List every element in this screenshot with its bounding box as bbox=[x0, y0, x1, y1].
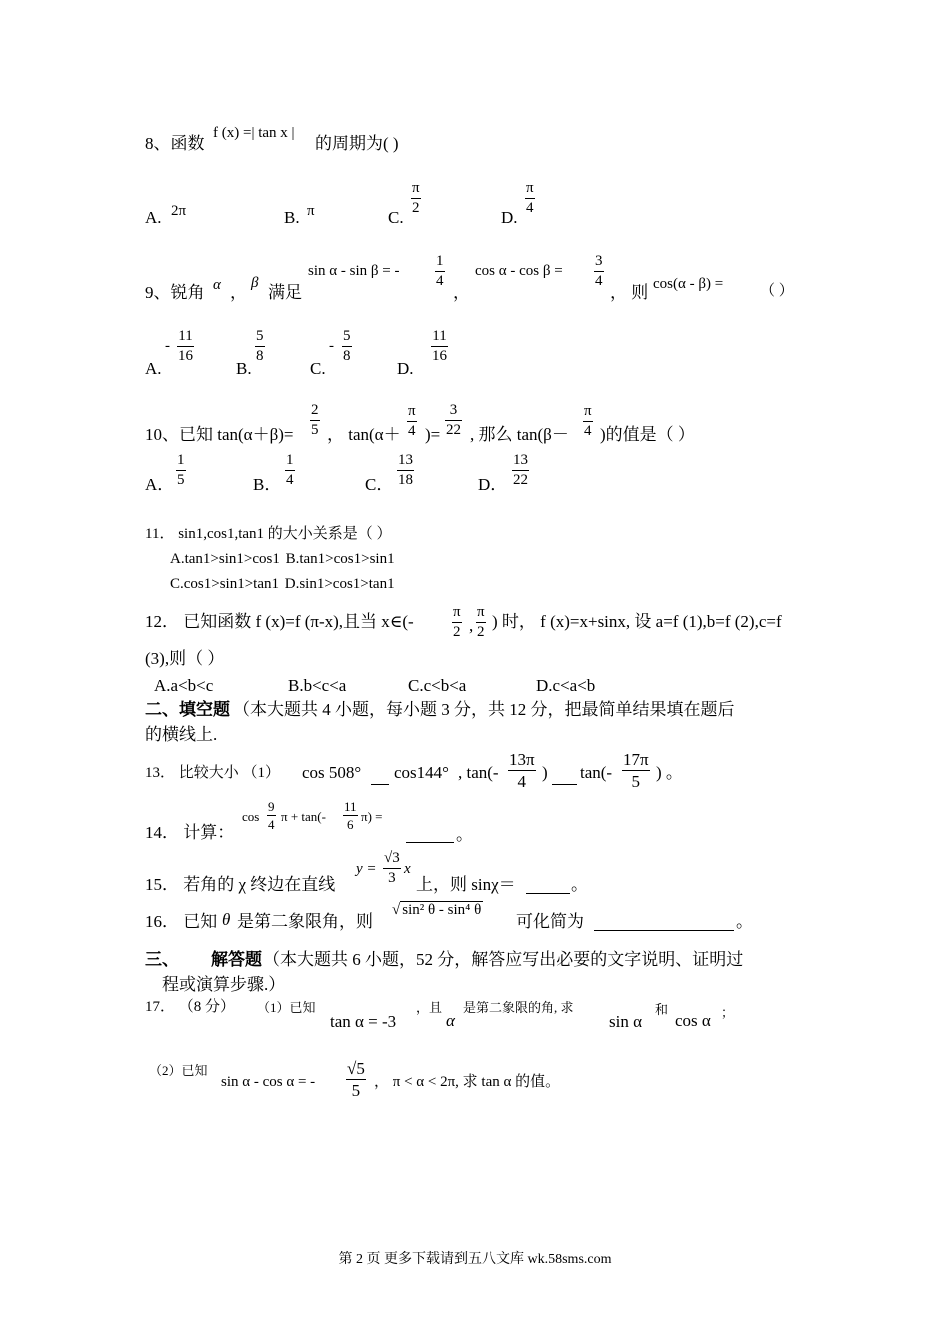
fraction-numerator: 3 bbox=[594, 254, 604, 272]
fraction-denominator: 2 bbox=[412, 200, 420, 216]
q14-end: 。 bbox=[456, 825, 473, 844]
q10-fraction-1 bbox=[310, 403, 320, 438]
fraction-denominator: 4 bbox=[408, 423, 416, 439]
q13-prefix: 13． 比较大小 （1） bbox=[145, 765, 281, 781]
q14-fraction-2 bbox=[343, 800, 358, 831]
q17-part1-text: 是第二象限的角, 求 bbox=[463, 1000, 574, 1015]
q15-y-eq: y = bbox=[356, 861, 377, 877]
q10-option-a-fraction bbox=[176, 453, 186, 488]
fraction-numerator: π bbox=[476, 605, 486, 623]
fraction-numerator: 11 bbox=[344, 799, 357, 814]
q8-option-c-fraction bbox=[411, 181, 421, 216]
page-footer: 第 2 页 更多下载请到五八文库 wk.58sms.com bbox=[338, 1252, 612, 1267]
fraction-denominator: 18 bbox=[398, 472, 413, 488]
fraction-numerator: π bbox=[525, 181, 535, 199]
fraction-numerator: 13 bbox=[512, 453, 529, 471]
q10-option-c-label: C． bbox=[365, 475, 394, 494]
q12-option-d: D.c<a<b bbox=[536, 676, 596, 695]
q14-pi-tan: π + tan(- bbox=[281, 809, 326, 824]
fraction-numerator: 9 bbox=[268, 799, 275, 814]
fraction-denominator: 6 bbox=[347, 817, 354, 832]
fraction-denominator: 4 bbox=[517, 772, 527, 791]
q9-option-a-fraction bbox=[177, 329, 194, 364]
q10-suffix: )的值是（ ） bbox=[600, 425, 695, 444]
q17-part1-label: （1）已知 bbox=[257, 1000, 316, 1015]
q13-expr-tan2: tan(- bbox=[580, 763, 613, 782]
fraction-numerator: π bbox=[407, 404, 417, 422]
fraction-numerator: 13π bbox=[509, 750, 535, 769]
q16-prefix: 16． 已知 bbox=[145, 912, 218, 931]
q8-option-b-value: π bbox=[307, 203, 315, 219]
q13-blank-1 bbox=[371, 783, 389, 785]
q17-part1-sin: sin α bbox=[609, 1012, 642, 1031]
q17-part1-cos: cos α bbox=[675, 1011, 711, 1030]
q8-prefix: 8、函数 bbox=[145, 134, 205, 153]
q9-sep: ， bbox=[453, 283, 470, 302]
q10-mid2: )= bbox=[425, 425, 441, 444]
fraction-denominator: 4 bbox=[584, 423, 592, 439]
q12-option-b: B.b<c<a bbox=[288, 676, 347, 695]
q9-comma: ， bbox=[230, 283, 247, 302]
q10-fraction-2 bbox=[407, 404, 417, 439]
q9-option-b-label: B. bbox=[236, 359, 252, 378]
q13-close-2: ) 。 bbox=[656, 763, 683, 782]
q12-part1: 12． 已知函数 f (x)=f (π-x),且当 x∈(- bbox=[145, 612, 414, 631]
q8-option-a-label: A. bbox=[145, 208, 162, 227]
q8-option-d-label: D. bbox=[501, 208, 518, 227]
fraction-numerator: 2 bbox=[310, 403, 320, 421]
q13-fraction-2 bbox=[622, 751, 650, 790]
q9-prefix: 9、锐角 bbox=[145, 283, 205, 302]
q10-fraction-3 bbox=[445, 403, 462, 438]
q10-option-c-fraction bbox=[397, 453, 414, 488]
section2-desc-line1: （本大题共 4 小题，每小题 3 分，共 12 分，把最简单结果填在题后 bbox=[233, 700, 735, 719]
fraction-denominator: 5 bbox=[177, 472, 185, 488]
fraction-numerator: 1 bbox=[285, 453, 295, 471]
q9-paren: （ ） bbox=[760, 283, 794, 299]
q14-blank bbox=[406, 841, 454, 843]
fraction-denominator: 5 bbox=[351, 1081, 361, 1100]
q8-option-b-label: B. bbox=[284, 208, 300, 227]
q17-part2-fraction bbox=[346, 1060, 366, 1099]
fraction-denominator: 22 bbox=[513, 472, 528, 488]
fraction-denominator: 8 bbox=[256, 348, 264, 364]
q16-blank bbox=[594, 929, 734, 931]
q17-part1-and: 和 bbox=[655, 1002, 669, 1017]
q16-theta: θ bbox=[222, 910, 231, 929]
q9-option-a-label: A. bbox=[145, 359, 162, 378]
q9-beta: β bbox=[251, 275, 259, 291]
fraction-numerator: 5 bbox=[255, 329, 265, 347]
fraction-numerator: 1 bbox=[435, 254, 445, 272]
fraction-numerator: 17π bbox=[623, 750, 649, 769]
section3-title: 解答题 bbox=[211, 950, 262, 969]
q14-pi-close: π) = bbox=[361, 809, 383, 824]
q9-option-a-sign: - bbox=[165, 338, 170, 354]
q12-option-a: A.a<b<c bbox=[154, 676, 214, 695]
q17-part2-equation: sin α - cos α = - bbox=[221, 1074, 316, 1090]
q17-part2-label: （2）已知 bbox=[149, 1063, 208, 1078]
fraction-denominator: 16 bbox=[178, 348, 193, 364]
fraction-numerator: 1 bbox=[176, 453, 186, 471]
fraction-denominator: 5 bbox=[631, 772, 641, 791]
q9-eq1-fraction bbox=[435, 254, 445, 289]
q9-eq2-fraction bbox=[594, 254, 604, 289]
q14-fraction-1 bbox=[267, 800, 276, 831]
q9-alpha: α bbox=[213, 277, 221, 293]
fraction-denominator: 8 bbox=[343, 348, 351, 364]
section2-title: 二、填空题 bbox=[145, 700, 230, 719]
fraction-denominator: 4 bbox=[436, 273, 444, 289]
section3-number: 三、 bbox=[145, 950, 179, 969]
q15-end: 。 bbox=[571, 875, 588, 894]
q8-suffix: 的周期为( ) bbox=[315, 134, 399, 153]
section2-desc-line2: 的横线上. bbox=[145, 725, 218, 744]
q12-fraction-b bbox=[476, 605, 486, 640]
fraction-numerator: 3 bbox=[445, 403, 462, 421]
q15-mid: 上，则 sinχ＝ bbox=[416, 875, 516, 894]
q10-mid3: , 那么 tan(β－ bbox=[470, 425, 569, 444]
q13-expr-cos144: cos144° bbox=[394, 763, 449, 782]
q8-function: f (x) =| tan x | bbox=[213, 125, 295, 141]
q13-expr-tan: , tan(- bbox=[458, 763, 499, 782]
q9-option-d-fraction bbox=[431, 329, 448, 364]
q17-part1-and-cond: ，且 bbox=[416, 1000, 443, 1015]
section3-desc-line1: （本大题共 6 小题，52 分，解答应写出必要的文字说明、证明过 bbox=[263, 950, 744, 969]
q10-option-d-label: D． bbox=[478, 475, 508, 494]
q15-fraction bbox=[383, 851, 401, 886]
q9-option-c-label: C. bbox=[310, 359, 326, 378]
fraction-numerator: 5 bbox=[342, 329, 352, 347]
fraction-numerator: π bbox=[411, 181, 421, 199]
q11-stem: 11． sin1,cos1,tan1 的大小关系是（ ） bbox=[145, 526, 392, 542]
q12-fraction-a bbox=[452, 605, 462, 640]
q15-prefix: 15． 若角的 χ 终边在直线 bbox=[145, 875, 336, 894]
q16-mid2: 可化简为 bbox=[516, 912, 584, 931]
q17-part1-alpha: α bbox=[446, 1011, 455, 1030]
q10-prefix: 10、已知 tan(α＋β)= bbox=[145, 425, 294, 444]
q17-part1-end: ； bbox=[721, 1005, 735, 1020]
fraction-denominator: 4 bbox=[595, 273, 603, 289]
q16-mid: 是第二象限角，则 bbox=[237, 912, 373, 931]
q13-blank-2 bbox=[552, 783, 577, 785]
q10-mid1: ， tan(α＋ bbox=[327, 425, 401, 444]
q10-option-b-label: B． bbox=[253, 475, 282, 494]
q13-close-1: ) bbox=[542, 763, 548, 782]
fraction-denominator: 4 bbox=[286, 472, 294, 488]
q15-x: x bbox=[404, 861, 411, 877]
q17-prefix: 17． （8 分） bbox=[145, 999, 236, 1015]
fraction-denominator: 5 bbox=[311, 422, 319, 438]
q16-end: 。 bbox=[736, 912, 753, 931]
fraction-numerator: √3 bbox=[383, 851, 401, 869]
q9-eq1: sin α - sin β = - bbox=[308, 263, 400, 279]
q12-comma: , bbox=[469, 616, 474, 635]
q17-part1-equation: tan α = -3 bbox=[330, 1012, 397, 1031]
q9-option-c-fraction bbox=[342, 329, 352, 364]
q8-option-c-label: C. bbox=[388, 208, 404, 227]
section3-desc-line2: 程或演算步骤.） bbox=[162, 975, 286, 994]
q9-option-b-fraction bbox=[255, 329, 265, 364]
fraction-denominator: 2 bbox=[477, 624, 485, 640]
q9-eq2: cos α - cos β = bbox=[475, 263, 563, 279]
q13-fraction-1 bbox=[508, 751, 536, 790]
q14-cos: cos bbox=[242, 809, 260, 824]
fraction-numerator: √5 bbox=[347, 1059, 365, 1078]
sqrt-sign-icon: √ bbox=[392, 902, 401, 918]
q8-option-a-value: 2π bbox=[171, 203, 187, 219]
fraction-denominator: 2 bbox=[453, 624, 461, 640]
fraction-denominator: 3 bbox=[388, 870, 396, 886]
fraction-numerator: 11 bbox=[431, 329, 448, 347]
q10-option-d-fraction bbox=[512, 453, 529, 488]
q9-option-d-label: D. bbox=[397, 359, 414, 378]
fraction-numerator: 11 bbox=[177, 329, 194, 347]
q16-radicand: sin² θ - sin⁴ θ bbox=[402, 902, 482, 918]
q12-option-c: C.c<b<a bbox=[408, 676, 467, 695]
q16-radical bbox=[392, 903, 483, 918]
q10-option-b-fraction bbox=[285, 453, 295, 488]
fraction-denominator: 4 bbox=[268, 817, 275, 832]
q13-expr-cos508: cos 508° bbox=[302, 763, 362, 782]
fraction-numerator: π bbox=[583, 404, 593, 422]
q14-prefix: 14． 计算： bbox=[145, 823, 235, 842]
q10-option-a-label: A． bbox=[145, 475, 175, 494]
q9-option-c-sign: - bbox=[329, 338, 334, 354]
q8-option-d-fraction bbox=[525, 181, 535, 216]
q9-satisfy: 满足 bbox=[268, 283, 302, 302]
fraction-denominator: 16 bbox=[432, 348, 447, 364]
fraction-denominator: 4 bbox=[526, 200, 534, 216]
fraction-denominator: 22 bbox=[446, 422, 461, 438]
q12-part2: ) 时， f (x)=x+sinx, 设 a=f (1),b=f (2),c=f bbox=[492, 612, 782, 631]
q11-options-row2: C.cos1>sin1>tan1 D.sin1>cos1>tan1 bbox=[170, 576, 395, 592]
q9-then: ， 则 bbox=[610, 283, 649, 302]
q9-ask: cos(α - β) = bbox=[653, 276, 724, 292]
q12-line2: (3),则（ ） bbox=[145, 649, 225, 668]
q11-options-row1: A.tan1>sin1>cos1 B.tan1>cos1>sin1 bbox=[170, 551, 395, 567]
q15-blank bbox=[526, 892, 570, 894]
fraction-numerator: π bbox=[452, 605, 462, 623]
fraction-numerator: 13 bbox=[397, 453, 414, 471]
q10-fraction-4 bbox=[583, 404, 593, 439]
q17-part2-rest: ， π < α < 2π, 求 tan α 的值。 bbox=[374, 1074, 561, 1090]
